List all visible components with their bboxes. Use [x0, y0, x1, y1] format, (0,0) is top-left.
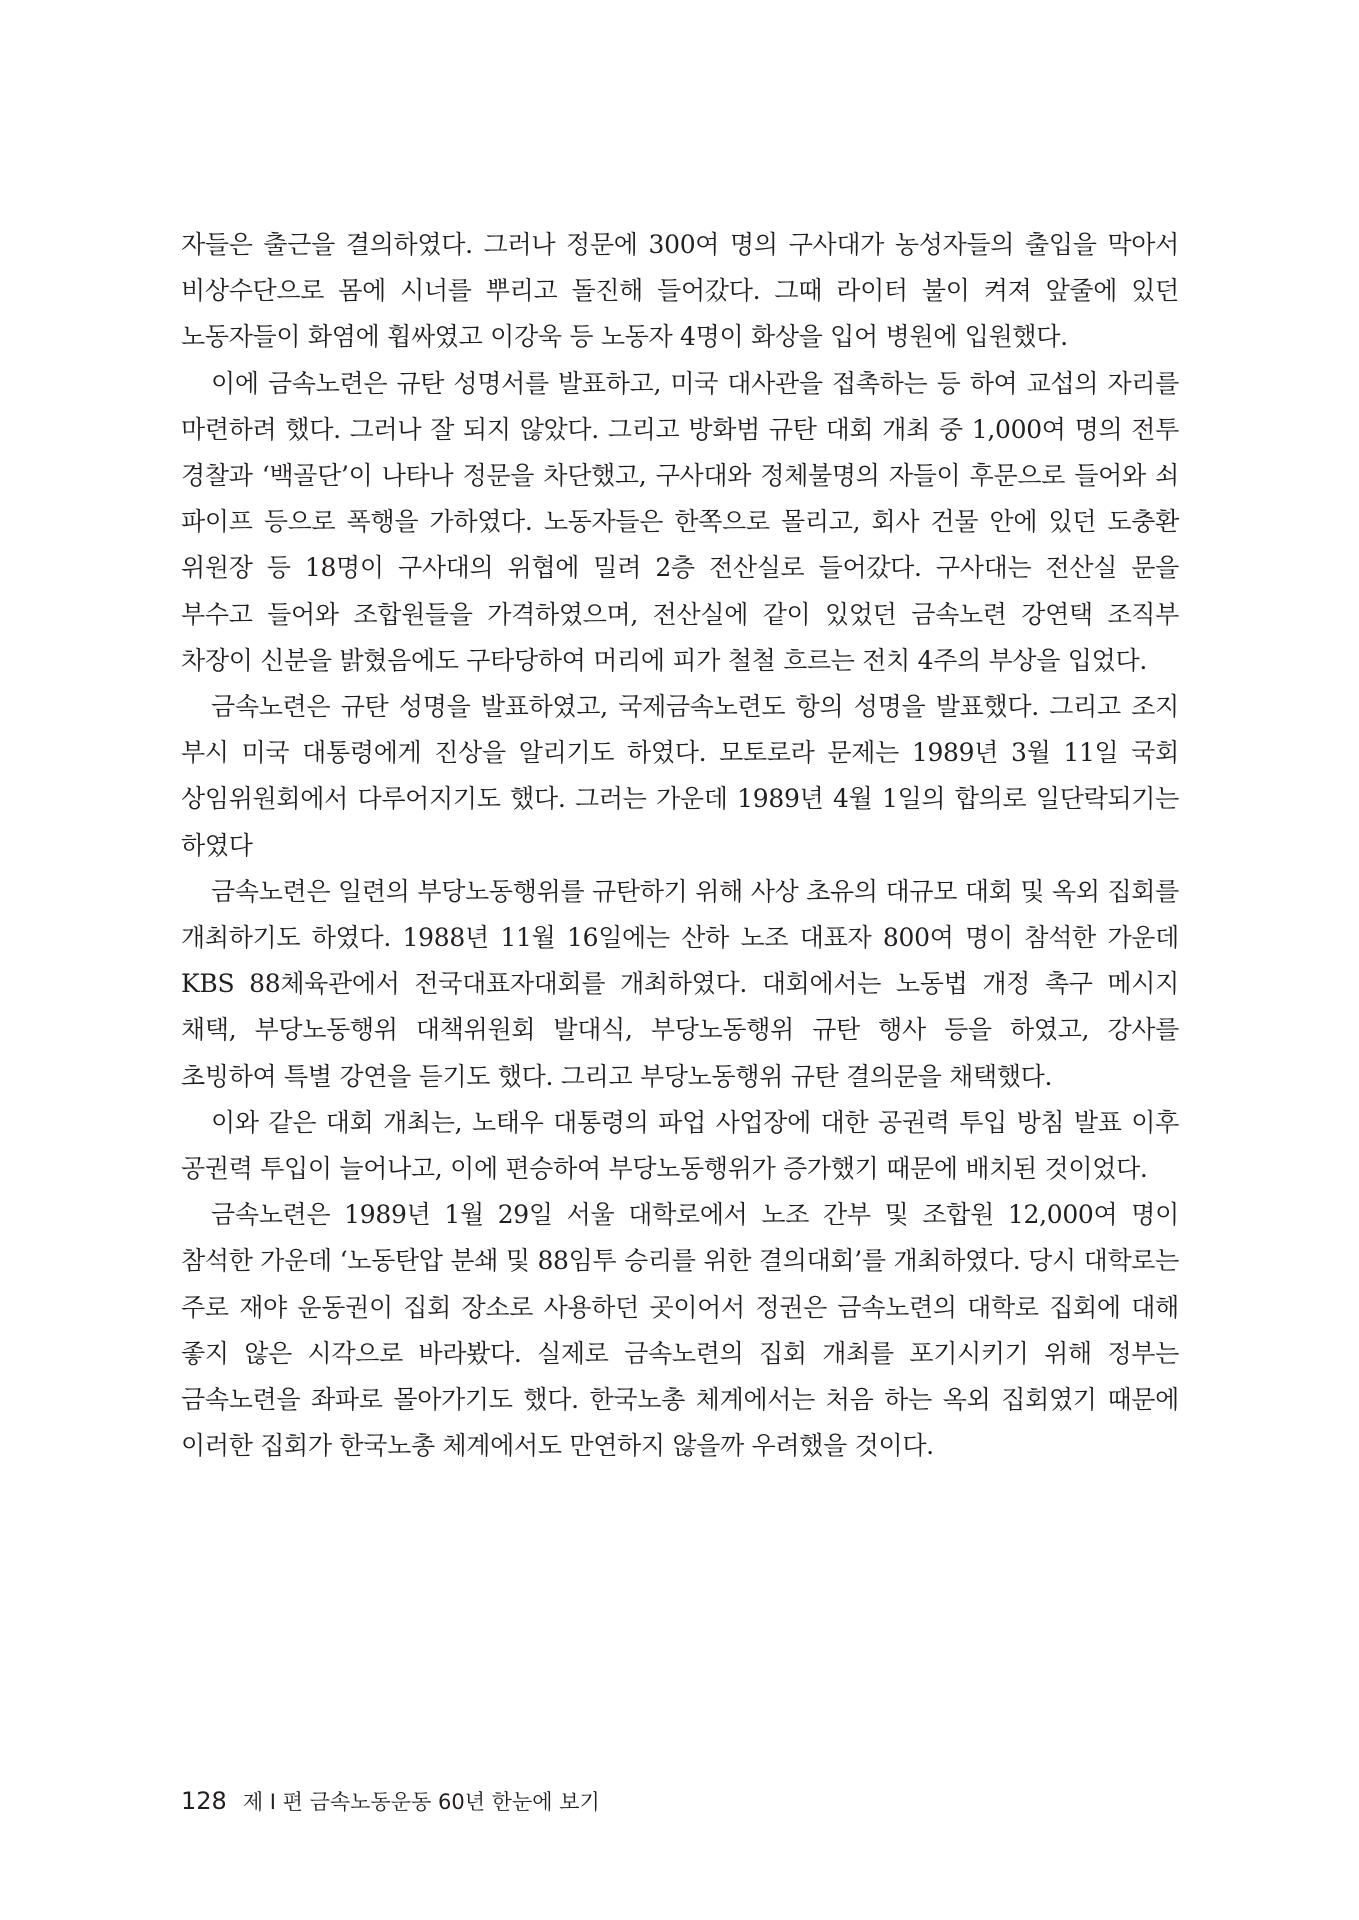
body-text — [181, 222, 1179, 1469]
paragraph: 금속노련은 1989년 1월 29일 서울 대학로에서 노조 간부 및 조합원 12,000여 명이 참석한 가운데 ‘노동탄압 분쇄 및 88임투 승리를 위한 결의대회’를 개최하였다. 당시 대학로는 주로 재야 운동권이 집회 장소로 사용하던 곳이어서 정권은 금속노련의 대학로 집회에 대해 좋지 않은 시각으로 바라봤다. 실제로 금속노련의 집회 개최를 포기시키기 위해 정부는 금속노련을 좌파로 몰아가기도 했다. 한국노총 체계에서는 처음 하는 옥외 집회였기 때문에 이러한 집회가 한국노총 체계에서도 만연하지 않을까 우려했을 것이다. — [181, 1200, 1179, 1461]
paragraph: 금속노련은 규탄 성명을 발표하였고, 국제금속노련도 항의 성명을 발표했다. 그리고 조지 부시 미국 대통령에게 진상을 알리기도 하였다. 모토로라 문제는 1989년 3월 11일 국회 상임위원회에서 다루어지기도 했다. 그러는 가운데 1989년 4월 1일의 합의로 일단락되기는 하였다 — [181, 692, 1179, 860]
page-footer — [181, 1786, 600, 1816]
paragraph: 이와 같은 대회 개최는, 노태우 대통령의 파업 사업장에 대한 공권력 투입 방침 발표 이후 공권력 투입이 늘어나고, 이에 편승하여 부당노동행위가 증가했기 때문에 배치된 것이었다. — [181, 1107, 1179, 1184]
paragraph: 금속노련은 일련의 부당노동행위를 규탄하기 위해 사상 초유의 대규모 대회 및 옥외 집회를 개최하기도 하였다. 1988년 11월 16일에는 산하 노조 대표자 800여 명이 참석한 가운데 KBS 88체육관에서 전국대표자대회를 개최하였다. 대회에서는 노동법 개정 촉구 메시지 채택, 부당노동행위 대책위원회 발대식, 부당노동행위 규탄 행사 등을 하였고, 강사를 초빙하여 특별 강연을 듣기도 했다. 그리고 부당노동행위 규탄 결의문을 채택했다. — [181, 876, 1179, 1091]
paragraph-continuation: 자들은 출근을 결의하였다. 그러나 정문에 300여 명의 구사대가 농성자들의 출입을 막아서 비상수단으로 몸에 시너를 뿌리고 돌진해 들어갔다. 그때 라이터 불이 켜져 앞줄에 있던 노동자들이 화염에 휩싸였고 이강욱 등 노동자 4명이 화상을 입어 병원에 입원했다. — [181, 230, 1179, 352]
page-number: 128 — [181, 1787, 227, 1815]
running-head: 제 I 편 금속노동운동 60년 한눈에 보기 — [242, 1790, 600, 1814]
paragraph: 이에 금속노련은 규탄 성명서를 발표하고, 미국 대사관을 접촉하는 등 하여 교섭의 자리를 마련하려 했다. 그러나 잘 되지 않았다. 그리고 방화범 규탄 대회 개최 중 1,000여 명의 전투 경찰과 ‘백골단’이 나타나 정문을 차단했고, 구사대와 정체불명의 자들이 후문으로 들어와 쇠 파이프 등으로 폭행을 가하였다. 노동자들은 한쪽으로 몰리고, 회사 건물 안에 있던 도충환 위원장 등 18명이 구사대의 위협에 밀려 2층 전산실로 들어갔다. 구사대는 전산실 문을 부수고 들어와 조합원들을 가격하였으며, 전산실에 같이 있었던 금속노련 강연택 조직부 차장이 신분을 밝혔음에도 구타당하여 머리에 피가 철철 흐르는 전치 4주의 부상을 입었다. — [181, 368, 1179, 675]
